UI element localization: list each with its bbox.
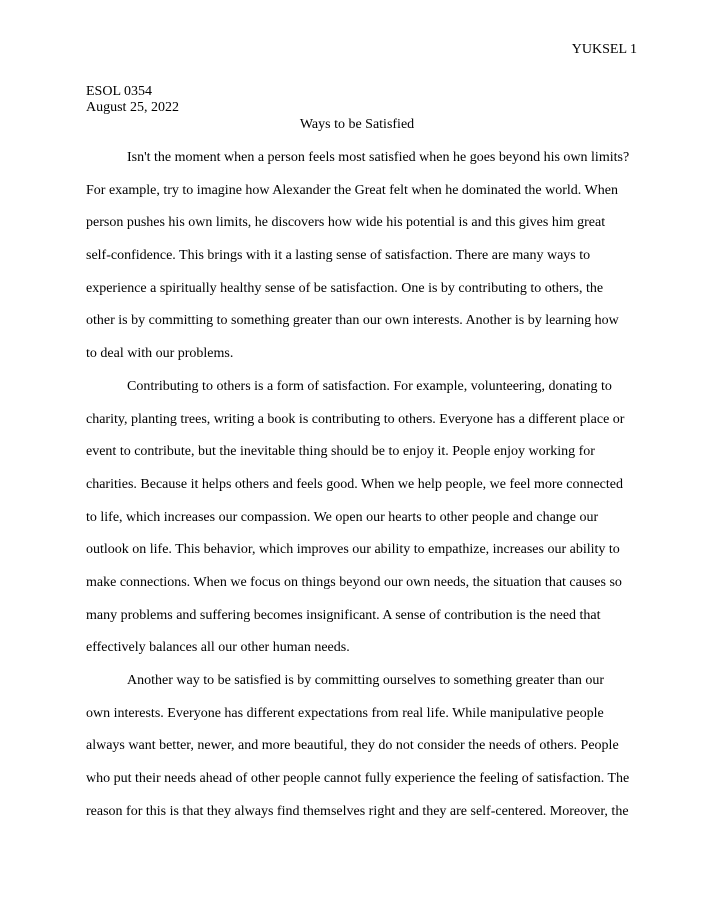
running-head: YUKSEL 1 xyxy=(571,42,637,57)
text-line: experience a spiritually healthy sense of be satisfaction. One is by contributing to others, the xyxy=(86,280,604,296)
text-line: always want better, newer, and more beautiful, they do not consider the needs of others. People xyxy=(86,738,619,754)
document-date: August 25, 2022 xyxy=(86,100,179,115)
text-line: Contributing to others is a form of satisfaction. For example, volunteering, donating to xyxy=(127,378,612,394)
text-line: to deal with our problems. xyxy=(86,346,234,362)
course-code: ESOL 0354 xyxy=(86,84,152,99)
heading-block xyxy=(86,84,179,116)
paragraph-3 xyxy=(86,665,648,828)
text-line: charities. Because it helps others and feels good. When we help people, we feel more connected xyxy=(86,476,623,492)
text-line: many problems and suffering becomes insignificant. A sense of contribution is the need that xyxy=(86,607,601,623)
text-line: self-confidence. This brings with it a lasting sense of satisfaction. There are many ways to xyxy=(86,248,591,264)
text-line: Another way to be satisfied is by committing ourselves to something greater than our xyxy=(127,673,605,688)
text-line: event to contribute, but the inevitable thing should be to enjoy it. People enjoy working for xyxy=(86,444,595,460)
paragraph-1 xyxy=(86,142,648,371)
essay-body xyxy=(86,142,648,828)
text-line: effectively balances all our other human needs. xyxy=(86,640,350,656)
text-line: own interests. Everyone has different expectations from real life. While manipulative people xyxy=(86,705,604,721)
text-line: outlook on life. This behavior, which improves our ability to empathize, increases our ability to xyxy=(86,542,620,558)
text-line: charity, planting trees, writing a book is contributing to others. Everyone has a different place or xyxy=(86,411,625,427)
text-line: make connections. When we focus on things beyond our own needs, the situation that causes so xyxy=(86,574,622,590)
text-line: to life, which increases our compassion. We open our hearts to other people and change our xyxy=(86,509,599,525)
text-line: other is by committing to something greater than our own interests. Another is by learning how xyxy=(86,313,619,329)
text-line: For example, try to imagine how Alexander the Great felt when he dominated the world. When xyxy=(86,182,618,198)
text-line: reason for this is that they always find themselves right and they are self-centered. Moreover, the xyxy=(86,803,629,819)
text-line: person pushes his own limits, he discovers how wide his potential is and this gives him great xyxy=(86,215,606,231)
essay-title: Ways to be Satisfied xyxy=(299,117,415,132)
text-line: who put their needs ahead of other people cannot fully experience the feeling of satisfaction. The xyxy=(86,771,630,787)
paragraph-2 xyxy=(86,371,648,665)
text-line: Isn't the moment when a person feels most satisfied when he goes beyond his own limits? xyxy=(127,150,630,165)
